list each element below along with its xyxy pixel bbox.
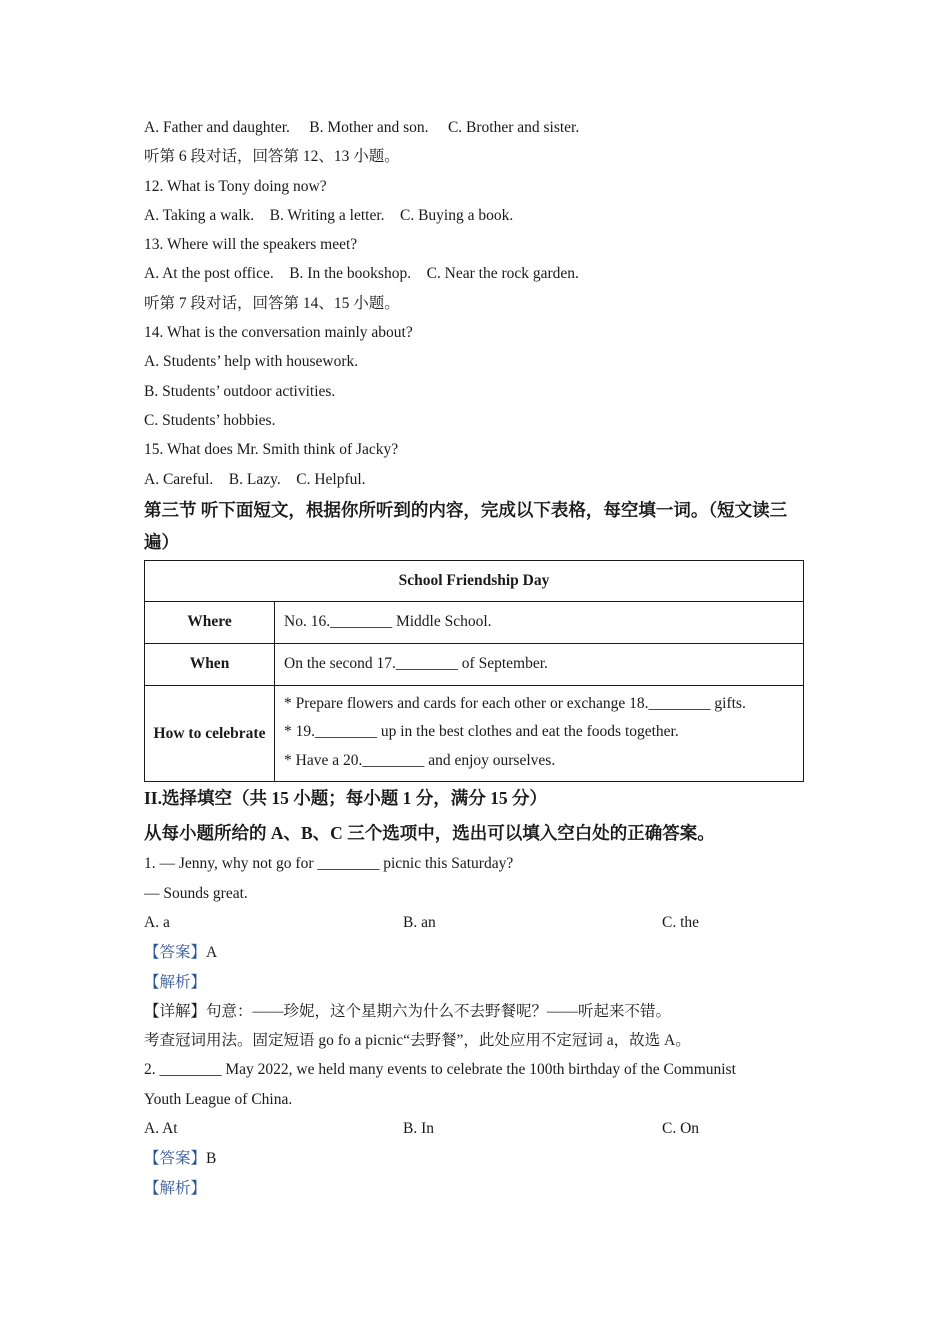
section3-heading: 第三节 听下面短文，根据你所听到的内容，完成以下表格，每空填一词。（短文读三遍）	[144, 499, 788, 552]
friendship-day-table	[144, 560, 804, 783]
row-value-how	[275, 685, 804, 782]
q1-answer	[144, 938, 804, 967]
q12-options: A. Taking a walk. B. Writing a letter. C. Buying a book.	[144, 206, 514, 224]
q1-option-b: B. an	[403, 913, 436, 931]
q11-options	[144, 113, 804, 142]
q1-detail-text: 句意：——珍妮，这个星期六为什么不去野餐呢？——听起来不错。	[206, 1002, 672, 1020]
q2-option-a: A. At	[144, 1120, 178, 1138]
table-row	[145, 685, 804, 782]
q1-option-c: C. the	[662, 913, 700, 931]
q14-option-c: C. Students’ hobbies.	[144, 411, 276, 429]
document-page	[144, 113, 804, 1203]
q1-reply: — Sounds great.	[144, 884, 248, 902]
how-line-2: * 19.________ up in the best clothes and eat the foods together.	[284, 723, 679, 741]
q2-stem-line2: Youth League of China.	[144, 1090, 293, 1108]
table-row	[145, 643, 804, 685]
q14-stem: 14. What is the conversation mainly about?	[144, 324, 413, 342]
row-value-when: On the second 17.________ of September.	[275, 643, 804, 685]
q13-stem: 13. Where will the speakers meet?	[144, 236, 358, 254]
table-row	[145, 601, 804, 643]
row-label-how: How to celebrate	[145, 685, 275, 782]
how-line-1: * Prepare flowers and cards for each other or exchange 18.________ gifts.	[284, 694, 746, 712]
q1-stem: 1. — Jenny, why not go for ________ picnic this Saturday?	[144, 855, 514, 873]
q2-option-b: B. In	[403, 1120, 434, 1138]
q2-options	[144, 1114, 804, 1143]
q14-option-b: B. Students’ outdoor activities.	[144, 382, 336, 400]
part2-heading: II.选择填空（共 15 小题；每小题 1 分，满分 15 分）	[144, 788, 547, 809]
q1-option-a: A. a	[144, 913, 170, 931]
q1-options	[144, 908, 804, 937]
row-label-where: Where	[145, 601, 275, 643]
q1-explanation: 考查冠词用法。固定短语 go fo a picnic“去野餐”，此处应用不定冠词 a，故选 A。	[144, 1032, 691, 1050]
q2-answer	[144, 1144, 804, 1173]
dialog7-instruction: 听第 7 段对话，回答第 14、15 小题。	[144, 294, 400, 312]
q2-stem-line1: 2. ________ May 2022, we held many events to celebrate the 100th birthday of the Communist	[144, 1061, 736, 1079]
q1-detail	[144, 997, 804, 1026]
q15-stem: 15. What does Mr. Smith think of Jacky?	[144, 441, 399, 459]
q2-answer-value: B	[206, 1150, 217, 1168]
q15-options: A. Careful. B. Lazy. C. Helpful.	[144, 470, 366, 488]
part2-instruction: 从每小题所给的 A、B、C 三个选项中，选出可以填入空白处的正确答案。	[144, 823, 715, 844]
q2-analysis-tag: 【解析】	[144, 1179, 207, 1197]
how-line-3: * Have a 20.________ and enjoy ourselves.	[284, 751, 556, 769]
q11-option-c: C. Brother and sister.	[447, 119, 580, 136]
detail-tag: 【详解】	[144, 1002, 207, 1020]
q1-answer-value: A	[206, 944, 218, 962]
q13-options: A. At the post office. B. In the bookshop. C. Near the rock garden.	[144, 265, 579, 283]
q2-option-c: C. On	[662, 1120, 700, 1138]
answer-tag: 【答案】	[144, 944, 207, 962]
q11-option-a: A. Father and daughter.	[144, 119, 290, 136]
q11-option-b: B. Mother and son.	[309, 119, 429, 136]
row-value-where: No. 16.________ Middle School.	[275, 601, 804, 643]
answer-tag: 【答案】	[144, 1150, 207, 1168]
table-title: School Friendship Day	[145, 560, 804, 601]
dialog6-instruction: 听第 6 段对话，回答第 12、13 小题。	[144, 148, 400, 166]
q1-analysis-tag: 【解析】	[144, 973, 207, 991]
q12-stem: 12. What is Tony doing now?	[144, 177, 327, 195]
q14-option-a: A. Students’ help with housework.	[144, 353, 359, 371]
row-label-when: When	[145, 643, 275, 685]
